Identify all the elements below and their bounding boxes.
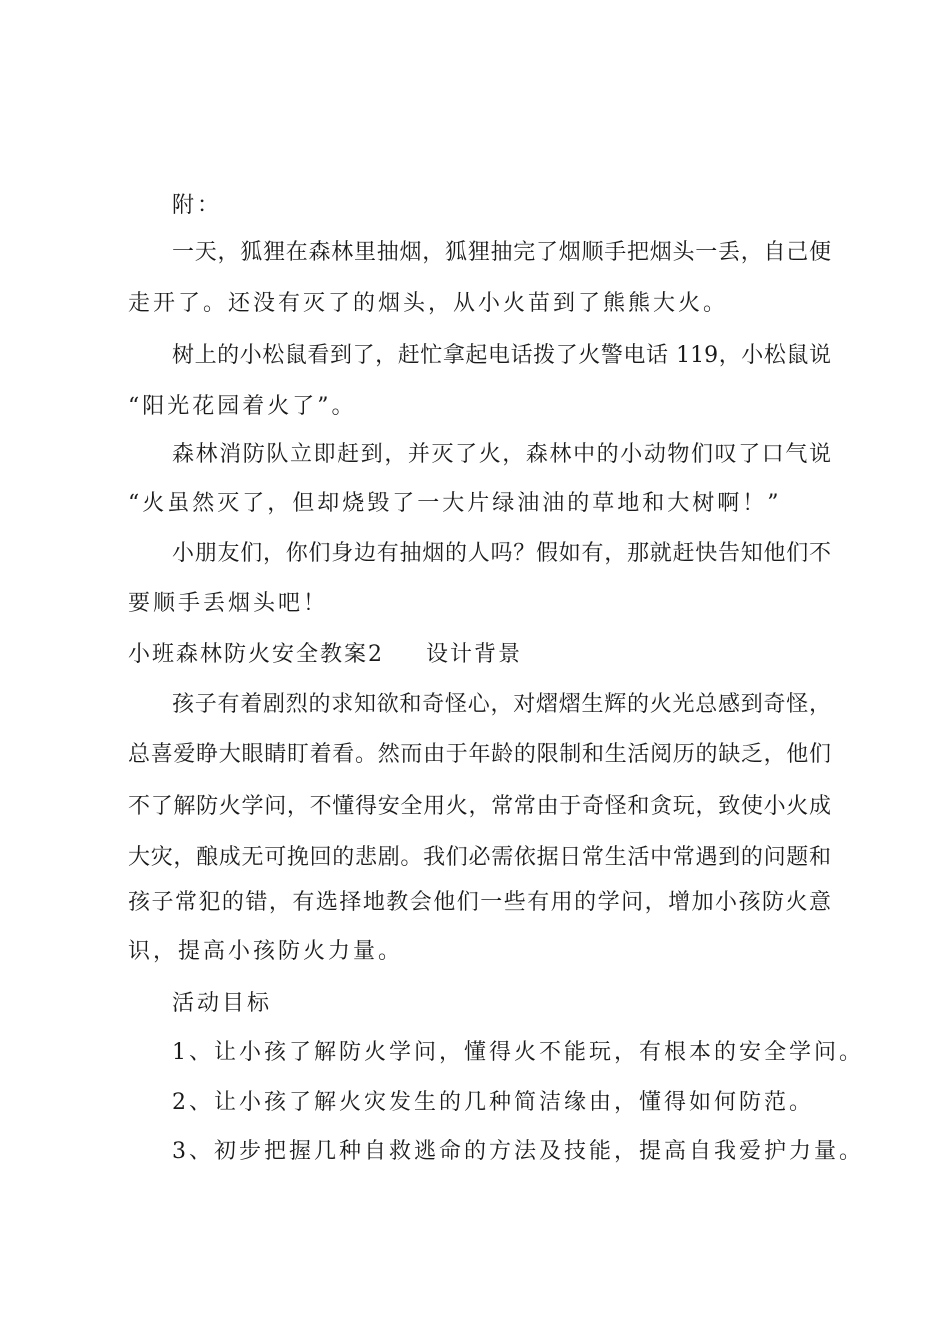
story-p1-line2: 走开了。还没有灭了的烟头，从小火苗到了熊熊大火。: [128, 291, 729, 316]
background-line-3: 不了解防火学问，不懂得安全用火，常常由于奇怪和贪玩，致使小火成: [128, 794, 831, 819]
goal-item-2: 2、让小孩了解火灾发生的几种简洁缘由，懂得如何防范。: [172, 1090, 814, 1115]
goal-item-3: 3、初步把握几种自救逃命的方法及技能，提高自我爱护力量。: [172, 1139, 864, 1164]
section-title: 小班森林防火安全教案2: [128, 642, 384, 667]
story-p4-line2: 要顺手丢烟头吧！: [128, 591, 329, 616]
goal-item-1: 1、让小孩了解防火学问，懂得火不能玩，有根本的安全学问。: [172, 1040, 864, 1065]
story-p2-line1: 树上的小松鼠看到了，赶忙拿起电话拨了火警电话 119，小松鼠说: [172, 343, 831, 368]
attachment-label: 附：: [172, 193, 223, 218]
background-line-1: 孩子有着剧烈的求知欲和奇怪心，对熠熠生辉的火光总感到奇怪，: [172, 692, 831, 717]
background-line-4: 大灾，酿成无可挽回的悲剧。我们必需依据日常生活中常遇到的问题和: [128, 845, 831, 870]
goals-title: 活动目标: [172, 991, 273, 1016]
background-line-2: 总喜爱睁大眼睛盯着看。然而由于年龄的限制和生活阅历的缺乏，他们: [128, 742, 831, 767]
story-p3-line1: 森林消防队立即赶到，并灭了火，森林中的小动物们叹了口气说: [172, 442, 831, 467]
story-p1-line1: 一天，狐狸在森林里抽烟，狐狸抽完了烟顺手把烟头一丢，自己便: [172, 240, 831, 265]
story-p2-line2: “阳光花园着火了”。: [128, 394, 357, 419]
background-line-5: 孩子常犯的错，有选择地教会他们一些有用的学问，增加小孩防火意: [128, 890, 831, 915]
section-subtitle: 设计背景: [426, 642, 523, 667]
section-heading: [128, 640, 522, 670]
story-p3-line2: “火虽然灭了，但却烧毁了一大片绿油油的草地和大树啊！”: [128, 491, 782, 516]
story-p4-line1: 小朋友们，你们身边有抽烟的人吗？假如有，那就赶快告知他们不: [172, 541, 831, 566]
background-line-6: 识，提高小孩防火力量。: [128, 939, 404, 964]
